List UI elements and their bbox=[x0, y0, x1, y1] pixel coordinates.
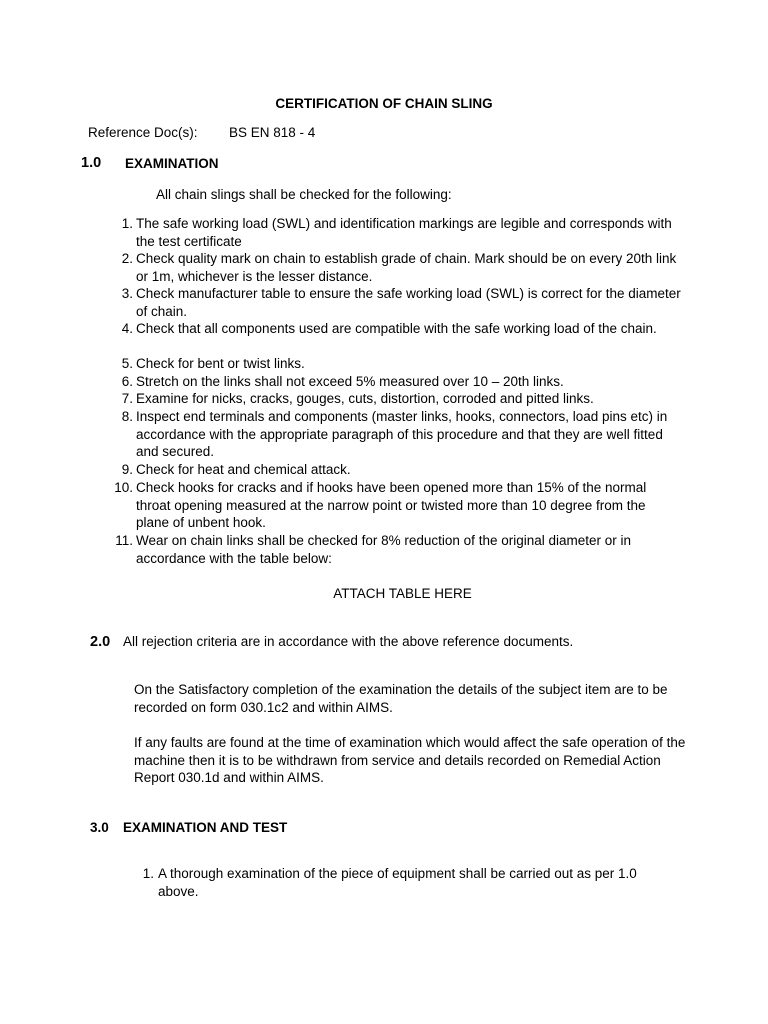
section3-number: 3.0 bbox=[90, 820, 109, 835]
list-item-number: 10. bbox=[114, 480, 133, 495]
list-item-number: 3. bbox=[121, 286, 133, 301]
reference-value: BS EN 818 - 4 bbox=[229, 125, 316, 140]
section2-paragraph-1: On the Satisfactory completion of the examination the details of the subject item are to be recorded on form 030.1c2 and within AIMS. bbox=[134, 682, 668, 715]
section3-heading: EXAMINATION AND TEST bbox=[123, 820, 288, 835]
list-item-text: A thorough examination of the piece of equipment shall be carried out as per 1.0 above. bbox=[158, 866, 637, 899]
section1-heading: EXAMINATION bbox=[125, 156, 219, 171]
list-item-number: 4. bbox=[121, 321, 133, 336]
list-item-text: Check for heat and chemical attack. bbox=[136, 462, 351, 477]
list-item-number: 11. bbox=[115, 533, 133, 548]
list-item-number: 1. bbox=[142, 866, 154, 881]
list-item-number: 8. bbox=[121, 409, 133, 424]
list-item-text: Check for bent or twist links. bbox=[136, 356, 305, 371]
list-item-number: 2. bbox=[121, 251, 133, 266]
section1-intro: All chain slings shall be checked for the following: bbox=[156, 187, 452, 202]
section2-text: All rejection criteria are in accordance with the above reference documents. bbox=[123, 634, 574, 649]
list-item-text: Check manufacturer table to ensure the safe working load (SWL) is correct for the diameter of chain. bbox=[136, 286, 681, 319]
list-item-text: Examine for nicks, cracks, gouges, cuts, distortion, corroded and pitted links. bbox=[136, 391, 594, 406]
reference-label: Reference Doc(s): bbox=[88, 125, 198, 140]
list-item-text: Check hooks for cracks and if hooks have been opened more than 15% of the normal throat opening measured at the narrow point or twisted more than 10 degree from the plane of unbent hook. bbox=[136, 480, 647, 530]
document-title: CERTIFICATION OF CHAIN SLING bbox=[275, 96, 493, 111]
list-item-number: 7. bbox=[121, 391, 133, 406]
section2-paragraph-2: If any faults are found at the time of examination which would affect the safe operation of the machine then it is to be withdrawn from service and details recorded on Remedial Action Report 030.1d and within AIMS. bbox=[134, 735, 686, 785]
list-item-number: 9. bbox=[121, 462, 133, 477]
list-item-text: Inspect end terminals and components (master links, hooks, connectors, load pins etc) in accordance with the appropriate paragraph of this procedure and that they are well fitted and secured. bbox=[136, 409, 668, 459]
list-item-number: 1. bbox=[121, 216, 133, 231]
list-item-text: Check quality mark on chain to establish grade of chain. Mark should be on every 20th link or 1m, whichever is the lesser distance. bbox=[136, 251, 677, 284]
attach-table-note: ATTACH TABLE HERE bbox=[333, 586, 472, 601]
list-item-number: 5. bbox=[121, 356, 133, 371]
list-item-text: The safe working load (SWL) and identification markings are legible and corresponds with the test certificate bbox=[136, 216, 672, 249]
list-item-text: Stretch on the links shall not exceed 5% measured over 10 – 20th links. bbox=[136, 374, 564, 389]
section2-number: 2.0 bbox=[90, 634, 111, 650]
list-item-text: Wear on chain links shall be checked for 8% reduction of the original diameter or in accordance with the table below: bbox=[136, 533, 632, 566]
list-item-text: Check that all components used are compatible with the safe working load of the chain. bbox=[136, 321, 657, 336]
section1-number: 1.0 bbox=[81, 155, 102, 171]
list-item-number: 6. bbox=[121, 374, 133, 389]
